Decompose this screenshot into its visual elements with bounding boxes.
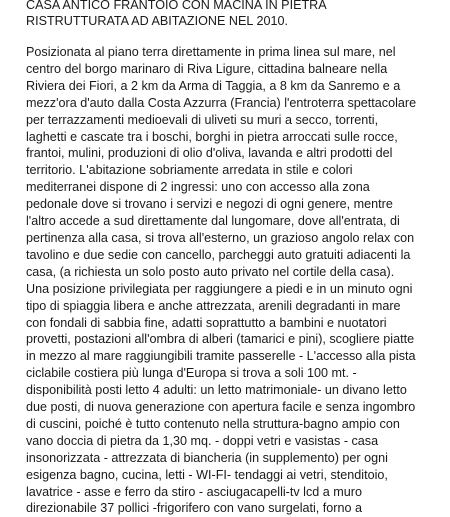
text-line: tipo di spiaggia libera e anche attrezzata, arenili degradanti in mare: [26, 298, 401, 313]
text-line: centro del borgo marinaro di Riva Ligure, cittadina balneare nella: [26, 61, 388, 76]
text-line: Riviera dei Fiori, a 2 km da Arma di Taggia, a 8 km da Sanremo e a: [26, 78, 401, 93]
description-text: [26, 44, 446, 517]
text-line: Posizionata al piano terra direttamente in prima linea sul mare, nel: [26, 45, 396, 59]
text-line: pedonale dove si trovano i servizi e negozi di ogni genere, mentre: [26, 197, 393, 212]
text-line: provetti, postazioni all'ombra di alberi (tamarici e pini), scogliere piatte: [26, 332, 415, 347]
document-title: [26, 0, 446, 29]
text-line: territorio. L'abitazione sobriamente arredata in stile e colori: [26, 163, 353, 178]
text-line: tavolino e due sedie con cancello, parcheggi auto gratuiti adiacenti la: [26, 247, 411, 262]
text-line: vano doccia di pietra da 1,30 mq. - doppi vetri e vasistas - casa: [26, 433, 379, 448]
text-line: di cuscini, poiché è tutto contenuto nella struttura-bagno ampio con: [26, 416, 400, 431]
text-line: pertinenza alla casa, si trova all'esterno, un grazioso angolo relax con: [26, 230, 415, 245]
text-line: ciclabile costiera più lunga d'Europa si trova a soli 100 mt. -: [26, 366, 357, 381]
text-line: direzionabile 37 pollici -frigorifero con vano surgelati, forno a: [26, 501, 363, 516]
text-line: casa, (a richiesta un solo posto auto privato nel cortile della casa).: [26, 264, 395, 279]
text-line: mediterranei dispone di 2 ingressi: uno con accesso alla zona: [26, 180, 370, 195]
text-line: mezz'ora d'auto dalla Costa Azzurra (Francia) l'entroterra spettacolare: [26, 95, 417, 110]
text-line: frantoi, mulini, produzioni di olio d'oliva, lavanda e altri prodotti del: [26, 146, 393, 161]
text-line: per terrazzamenti medioevali di uliveti su muri a secco, torrenti,: [26, 112, 379, 127]
text-line: con fondali di sabbia fine, adatti soprattutto a bambini e nuotatori: [26, 315, 387, 330]
text-line: esigenza bagno, cucina, letti - WI-FI- tendaggi ai vetri, stenditoio,: [26, 467, 388, 482]
text-line: in mezzo al mare raggiungibili tramite passerelle - L'accesso alla pista: [26, 349, 416, 364]
text-line: Una posizione privilegiata per raggiungere a piedi e in un minuto ogni: [26, 281, 413, 296]
text-line: laghetti e cascate tra i boschi, borghi in pietra arroccati sulle rocce,: [26, 129, 398, 144]
text-line: disponibilità posti letto 4 adulti: un letto matrimoniale- un divano letto: [26, 383, 407, 398]
text-line: due posti, di nuova generazione con apertura facile e senza ingombro: [26, 400, 416, 415]
title-line: RISTRUTTURATA AD ABITAZIONE NEL 2010.: [26, 14, 288, 28]
text-line: lavatrice - asse e ferro da stiro - asciugacapelli-tv lcd a muro: [26, 484, 362, 499]
title-line: CASA ANTICO FRANTOIO CON MACINA IN PIETRA: [26, 0, 327, 12]
text-line: l'altro accede a sud direttamente dal lungomare, dove all'entrata, di: [26, 214, 400, 229]
text-line: insonorizzata - attrezzata di biancheria (in supplemento) per ogni: [26, 450, 388, 465]
